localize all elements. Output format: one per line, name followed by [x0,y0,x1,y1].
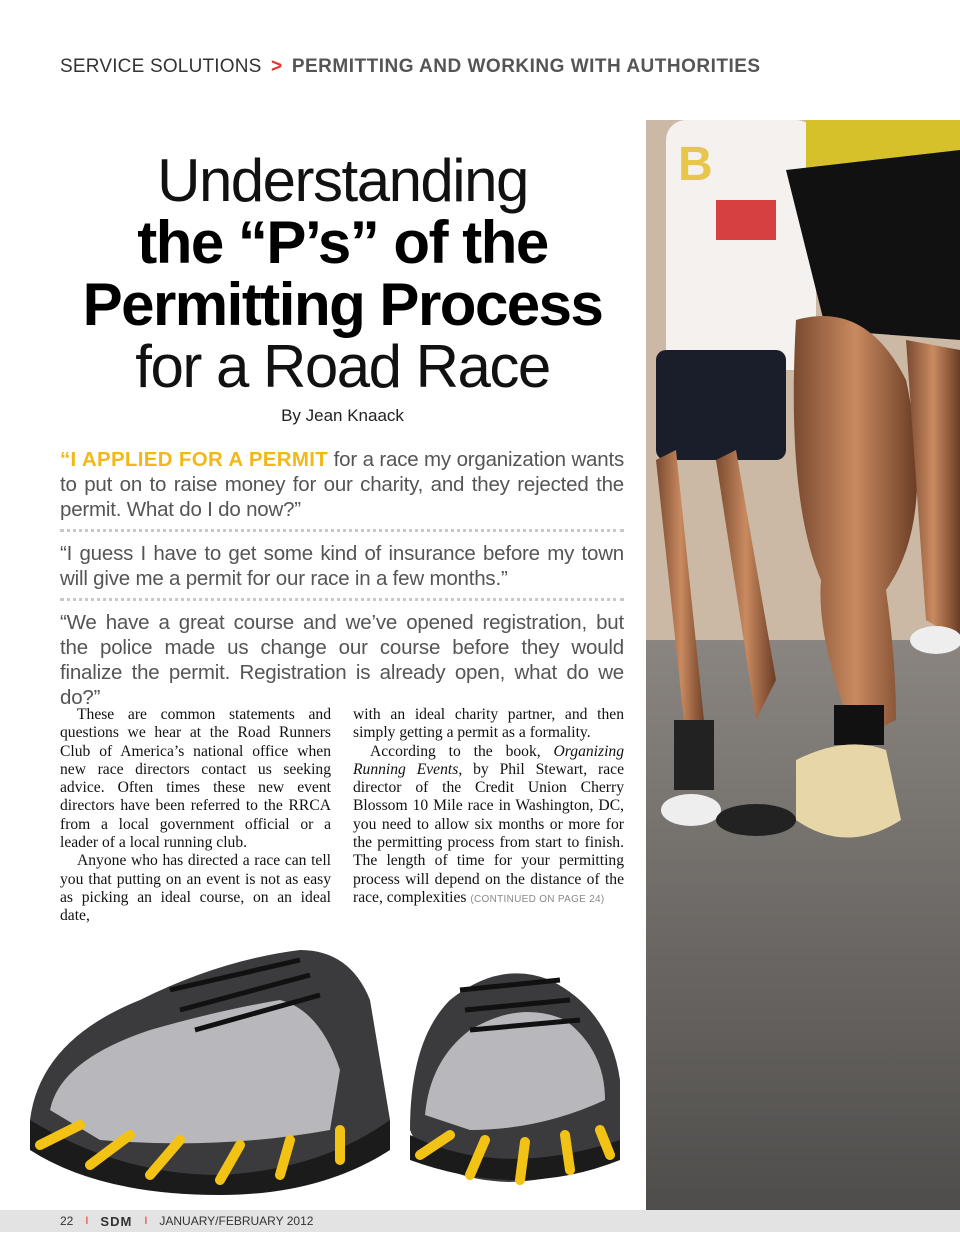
page-number: 22 [60,1214,74,1228]
pull-quote-1 [60,447,624,522]
body-column-left [60,706,331,926]
title-line-1: Understanding [157,147,528,214]
page-bottom-margin [0,1232,960,1260]
footer-divider: I [144,1215,148,1227]
dotted-divider [60,598,624,601]
footer-divider: I [85,1215,89,1227]
pull-quote-1-text: for a race my organization wants to put on to raise money for our charity, and they rejected the permit. What do I do now?” [60,448,624,521]
article-body [60,706,624,926]
pull-quote-3: “We have a great course and we’ve opened registration, but the police made us change our course before they would finalize the permit. Registration is already open, what do we do?” [60,611,624,709]
issue-date: JANUARY/FEBRUARY 2012 [159,1214,314,1228]
pull-quote-2: “I guess I have to get some kind of insurance before my town will give me a permit for our race in a few months.” [60,542,624,590]
magazine-logo: SDM [100,1213,133,1229]
byline: By Jean Knaack [281,406,404,425]
body-column-right [353,706,624,926]
book-title: Organizing Running Events [353,742,624,778]
section-topic: PERMITTING AND WORKING WITH AUTHORITIES [291,56,761,77]
continued-note: (CONTINUED ON PAGE 24) [470,893,605,905]
running-shoes-photo [20,920,640,1200]
title-line-2: the “P’s” of the [137,209,548,276]
svg-text:B: B [678,138,713,191]
pull-quotes [60,447,624,710]
section-breadcrumb [60,56,761,78]
body-paragraph: Anyone who has directed a race can tell you that putting on an event is not as easy as picking an ideal course, on an ideal date, [60,852,331,925]
page-footer [0,1210,960,1232]
breadcrumb-separator: > [271,56,283,77]
body-text: According to the book, [370,742,554,760]
body-paragraph [353,743,624,910]
title-line-4: for a Road Race [135,333,550,400]
dotted-divider [60,529,624,532]
runners-photo [646,120,960,1210]
section-label: SERVICE SOLUTIONS [60,56,262,77]
body-text: , by Phil Stewart, race director of the Credit Union Cherry Blossom 10 Mile race in Washington, DC, you need to allow six months or more for the permitting process from start to finish. The length of time for your permitting process will depend on the distance of the race, complexities [353,760,624,906]
body-paragraph: with an ideal charity partner, and then simply getting a permit as a formality. [353,706,624,742]
body-paragraph: These are common statements and questions we hear at the Road Runners Club of America’s national office when new race directors contact us seeking advice. Often times these new event directors have been referred to the RRCA from a local government official or a leader of a local running club. [60,706,331,852]
title-line-3: Permitting Process [82,271,603,338]
pull-quote-lead: “I APPLIED FOR A PERMIT [60,448,329,471]
article-title-block [60,147,625,426]
